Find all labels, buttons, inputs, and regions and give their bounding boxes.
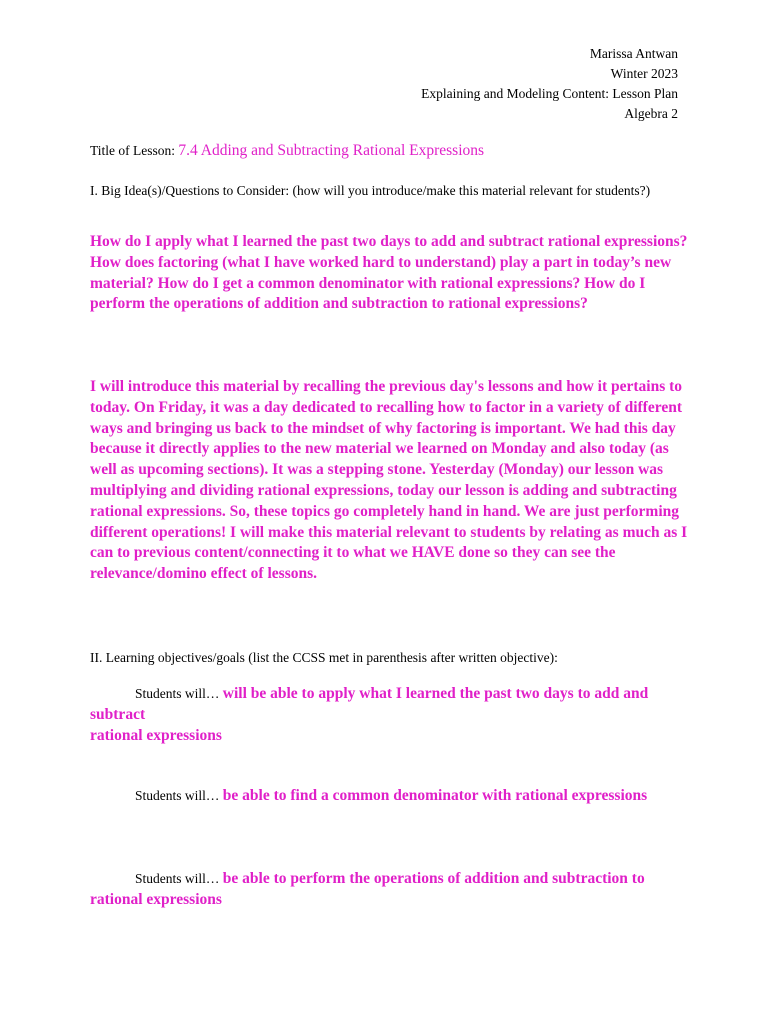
objective-text: be able to find a common denominator with rational expressions	[222, 787, 648, 804]
author-name: Marissa Antwan	[589, 46, 678, 61]
big-idea-introduction: I will introduce this material by recalling the previous day's lessons and how it pertains to today. On Friday, it was a day dedicated to recalling how to factor in a variety of different ways and bringing us back to the mindset of why factoring is important. We had this day because it directly applies to the new material we learned on Monday and also today (as well as upcoming sections). It was a stepping stone. Yesterday (Monday) our lesson was multiplying and dividing rational expressions, today our lesson is adding and subtracting rational expressions. So, these topics go completely hand in hand. We are just performing different operations! I will make this material relevant to students by relating as much as I can to previous content/connecting it to what we HAVE done so they can see the relevance/domino effect of lessons.	[90, 378, 688, 583]
objective-prefix: Students will…	[135, 788, 223, 803]
term: Winter 2023	[610, 66, 678, 81]
lesson-title-line	[90, 141, 484, 161]
objectives-heading: II. Learning objectives/goals (list the CCSS met in parenthesis after written objective):	[90, 650, 558, 665]
big-idea-heading: I. Big Idea(s)/Questions to Consider: (how will you introduce/make this material relevant for students?)	[90, 183, 651, 198]
objective-item	[90, 786, 690, 807]
objective-text: will be able to apply what I learned the past two days to add and subtract	[90, 685, 649, 723]
objective-item	[90, 684, 690, 746]
big-idea-questions: How do I apply what I learned the past two days to add and subtract rational expressions? How does factoring (what I have worked hard to understand) play a part in today’s new material? How do I get a common denominator with rational expressions? How do I perform the operations of addition and subtraction to rational expressions?	[90, 233, 688, 313]
objective-prefix: Students will…	[135, 871, 223, 886]
lesson-title-label: Title of Lesson:	[90, 143, 179, 158]
document-header	[421, 44, 678, 124]
course-name: Explaining and Modeling Content: Lesson Plan	[421, 86, 678, 101]
objective-text: be able to perform the operations of addition and subtraction to rational expressions	[90, 870, 645, 908]
objective-text-continued: rational expressions	[90, 726, 222, 744]
objective-item	[90, 869, 690, 911]
subject: Algebra 2	[624, 106, 678, 121]
lesson-title-value: 7.4 Adding and Subtracting Rational Expressions	[178, 142, 485, 159]
objective-prefix: Students will…	[135, 686, 223, 701]
